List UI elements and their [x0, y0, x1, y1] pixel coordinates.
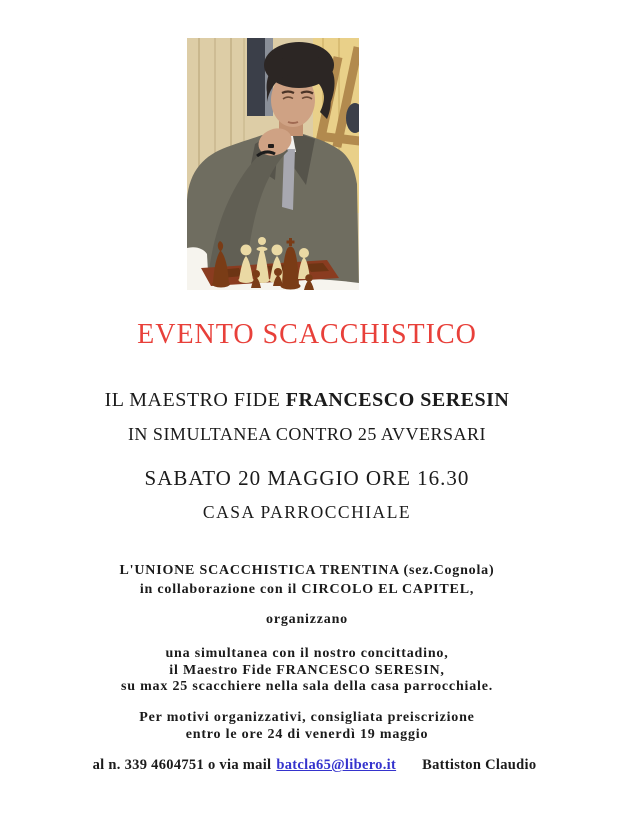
- email-link[interactable]: batcla65@libero.it: [276, 757, 397, 773]
- subtitle-line: IN SIMULTANEA CONTRO 25 AVVERSARI: [127, 424, 487, 444]
- venue-line: CASA PARROCCHIALE: [202, 502, 412, 522]
- date-line: SABATO 20 MAGGIO ORE 16.30: [144, 466, 470, 490]
- organizer-line-2: in collaborazione con il CIRCOLO EL CAPITEL,: [139, 581, 475, 597]
- registration-line-1: Per motivi organizzativi, consigliata preiscrizione: [139, 710, 475, 725]
- details-block: [0, 646, 614, 696]
- event-title: EVENTO SCACCHISTICO: [137, 319, 477, 350]
- headline-name: FRANCESCO SERESIN: [285, 389, 510, 411]
- organizer-line-1: L'UNIONE SCACCHISTICA TRENTINA (sez.Cognola): [119, 563, 495, 578]
- organizer-block: [0, 562, 614, 599]
- details-line-2: il Maestro Fide FRANCESCO SERESIN,: [169, 662, 445, 678]
- registration-line-2: entro le ore 24 di venerdì 19 maggio: [185, 726, 429, 742]
- contact-person: Battiston Claudio: [422, 757, 537, 773]
- event-photo: [187, 38, 359, 290]
- details-line-1: una simultanea con il nostro concittadino,: [165, 646, 449, 661]
- mouth: [288, 122, 298, 123]
- ring: [268, 144, 274, 148]
- headline-prefix: IL MAESTRO FIDE: [104, 389, 286, 411]
- tie: [282, 149, 295, 210]
- details-line-3: su max 25 scacchiere nella sala della casa parrocchiale.: [120, 679, 494, 695]
- headline-line: [0, 389, 614, 412]
- contact-prefix: al n. 339 4604751 o via mail: [92, 757, 272, 773]
- registration-block: [0, 710, 614, 743]
- organizer-verb: organizzano: [266, 612, 348, 627]
- event-photo-illustration: [187, 38, 359, 290]
- contact-line: [0, 757, 629, 774]
